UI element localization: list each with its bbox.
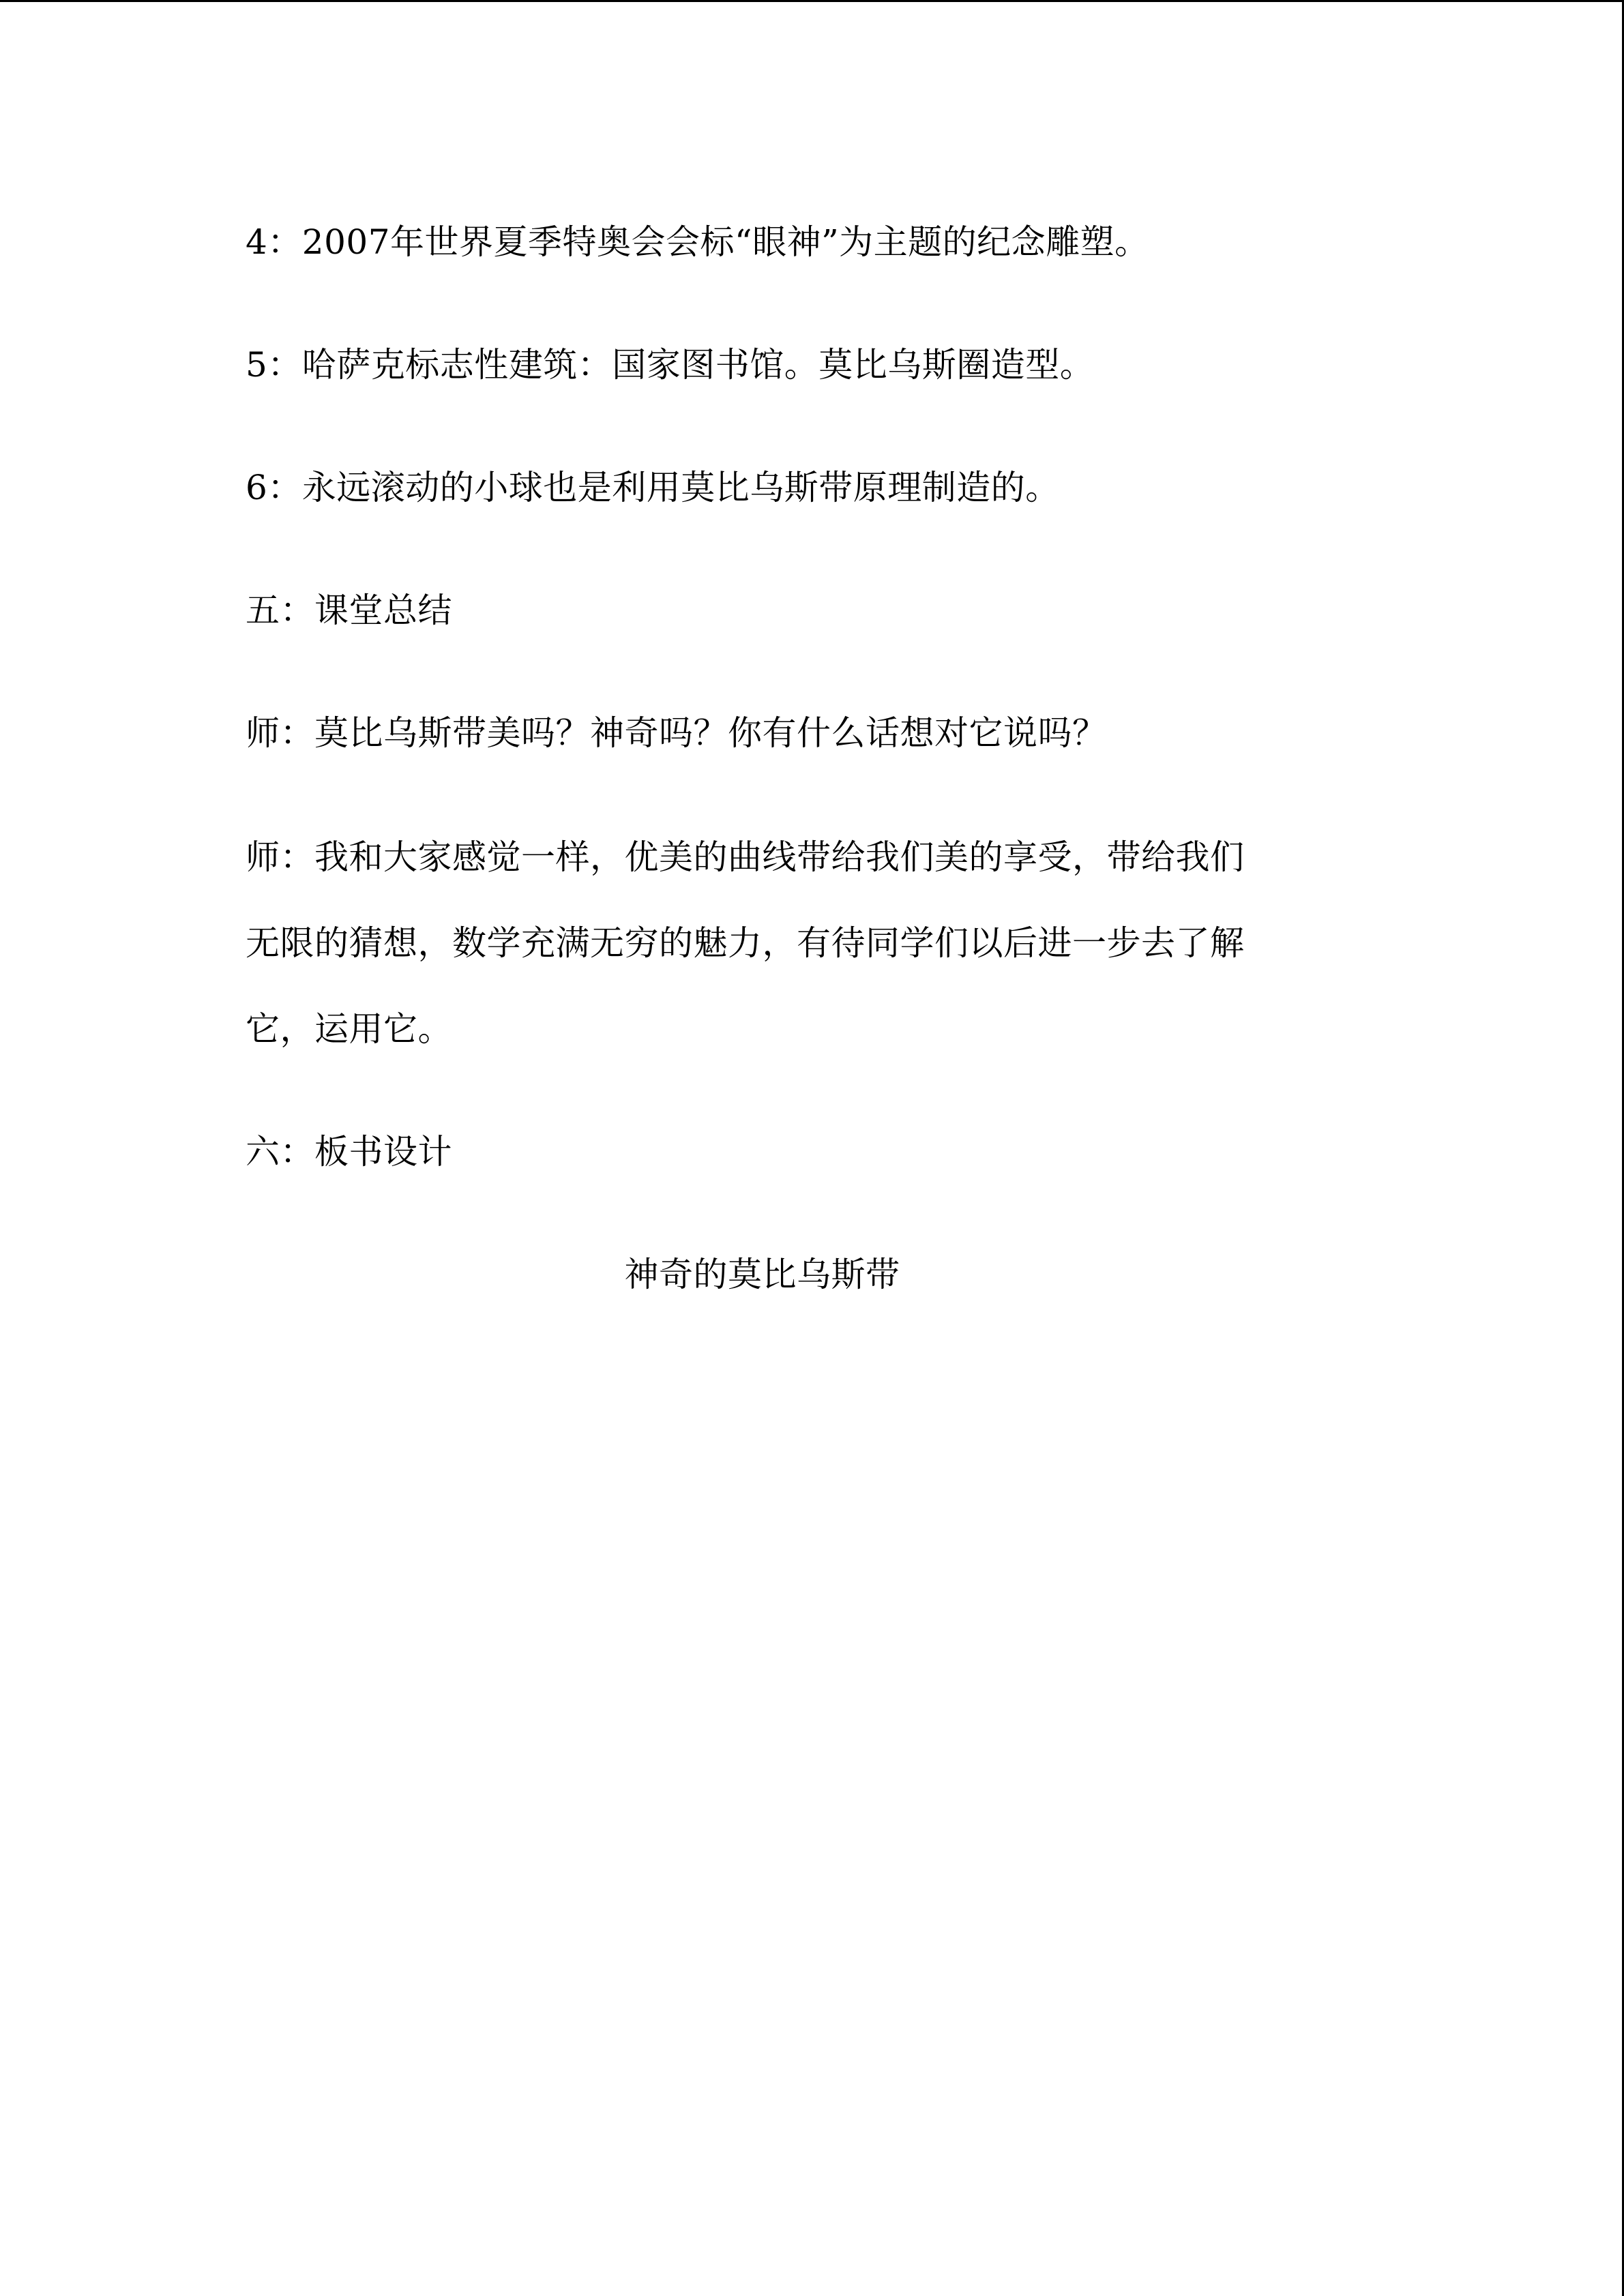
item-5-text: 5：哈萨克标志性建筑：国家图书馆。莫比乌斯圈造型。 (246, 345, 1095, 385)
section-5-heading: 五：课堂总结 (246, 591, 452, 630)
teacher-question-text: 师：莫比乌斯带美吗？神奇吗？你有什么话想对它说吗？ (246, 713, 1107, 753)
teacher-summary-line-2: 无限的猜想，数学充满无穷的魅力，有待同学们以后进一步去了解 (246, 923, 1245, 963)
teacher-summary-line-1: 师：我和大家感觉一样，优美的曲线带给我们美的享受，带给我们 (246, 837, 1245, 877)
item-4-text: 4：2007年世界夏季特奥会会标“眼神”为主题的纪念雕塑。 (246, 222, 1149, 262)
item-6-text: 6：永远滚动的小球也是利用莫比乌斯带原理制造的。 (246, 468, 1060, 507)
section-6-heading: 六：板书设计 (246, 1132, 452, 1172)
teacher-summary-line-3: 它，运用它。 (246, 1009, 452, 1049)
board-design-title: 神奇的莫比乌斯带 (624, 1255, 900, 1294)
